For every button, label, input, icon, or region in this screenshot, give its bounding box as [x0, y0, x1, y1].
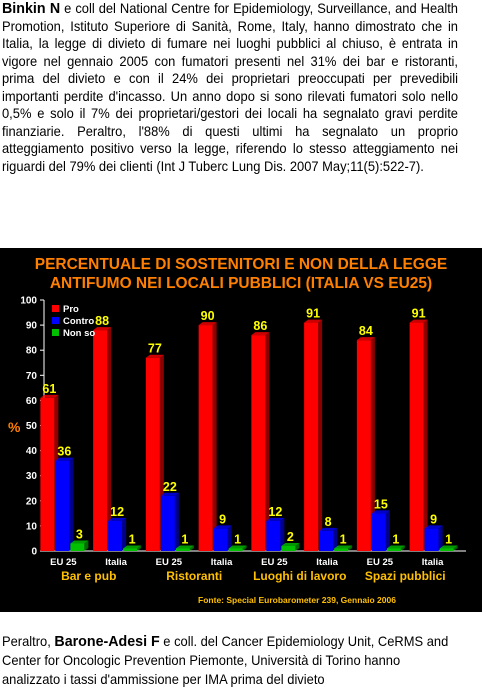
legend-swatch — [52, 305, 59, 312]
y-tick-label: 60 — [25, 395, 37, 407]
y-tick-label: 50 — [25, 421, 37, 432]
data-label: 3 — [75, 527, 83, 542]
bar-non-so — [387, 548, 401, 551]
y-tick-label: 0 — [31, 546, 37, 558]
data-label: 1 — [392, 532, 400, 547]
data-label: 15 — [373, 497, 388, 512]
bar-pro — [40, 398, 54, 551]
data-label: 1 — [339, 532, 347, 547]
bar-pro — [146, 358, 160, 551]
y-tick-label: 20 — [25, 496, 37, 508]
data-label: 77 — [147, 341, 162, 356]
bar-non-so — [123, 548, 137, 551]
chart-title: PERCENTUALE DI SOSTENITORI E NON DELLA LEGGE — [34, 256, 448, 273]
bar-contro — [108, 521, 122, 551]
chart-subtitle: ANTIFUMO NEI LOCALI PUBBLICI (ITALIA VS EU25) — [49, 275, 433, 292]
x-tick-label: Italia — [105, 557, 127, 568]
data-label: 84 — [358, 324, 373, 339]
group-label: Spazi pubblici — [364, 569, 446, 583]
y-tick-label: 80 — [25, 345, 37, 357]
data-label: 12 — [268, 504, 283, 519]
chart-source: Fonte: Special Eurobarometer 239, Gennaio 2006 — [198, 595, 396, 605]
bar-side — [122, 518, 126, 551]
plot-area — [20, 296, 466, 584]
data-label: 1 — [445, 532, 453, 547]
bar-side — [318, 320, 322, 551]
data-label: 61 — [42, 381, 57, 396]
y-tick-label: 10 — [25, 521, 37, 533]
y-tick-label: 70 — [25, 370, 37, 382]
group-label: Bar e pub — [61, 569, 117, 583]
group-label: Luoghi di lavoro — [253, 569, 347, 583]
x-tick-label: Italia — [421, 557, 444, 568]
bar-pro — [93, 330, 107, 551]
y-tick-label: 90 — [25, 320, 37, 332]
y-tick-label: 40 — [25, 446, 37, 458]
legend-swatch — [52, 329, 59, 336]
x-tick-label: EU 25 — [155, 557, 183, 568]
intro-paragraph — [2, 0, 458, 175]
bar-side — [424, 320, 428, 551]
bar-pro — [199, 325, 213, 551]
legend-label: Pro — [63, 304, 79, 315]
bar-contro — [372, 513, 386, 551]
x-tick-label: Italia — [316, 557, 338, 568]
intro-author: Binkin N — [2, 0, 61, 17]
bar-contro — [214, 528, 228, 551]
data-label: 12 — [110, 504, 125, 519]
data-label: 1 — [234, 532, 242, 547]
x-tick-label: EU 25 — [261, 557, 288, 568]
data-label: 9 — [430, 512, 438, 527]
bar-pro — [251, 335, 265, 551]
data-label: 90 — [200, 309, 215, 324]
y-tick-label: 100 — [20, 295, 37, 307]
bar-contro — [161, 496, 175, 551]
bar-pro — [410, 323, 424, 551]
x-tick-label: Italia — [210, 557, 233, 568]
support-chart — [0, 248, 482, 612]
bar-non-so — [281, 546, 295, 551]
outro-lead: Peraltro, — [2, 634, 55, 649]
bar-pro — [304, 323, 318, 551]
bar-side — [386, 510, 390, 551]
outro-text: e coll. del Cancer Epidemiology Unit, CeRMS and Center for Oncologic Prevention Piemonte, Università di Torino hanno analizzato i tassi d'ammissione per IMA prima del divieto — [2, 634, 449, 687]
bar-pro — [357, 340, 371, 551]
bar-non-so — [334, 548, 348, 551]
data-label: 86 — [253, 319, 268, 334]
bar-non-so — [176, 548, 190, 551]
chart-svg — [0, 248, 482, 612]
bar-non-so — [70, 543, 84, 551]
bar-side — [69, 458, 73, 551]
x-tick-label: EU 25 — [50, 557, 77, 568]
outro-author: Barone-Adesi F — [54, 633, 160, 650]
group-label: Ristoranti — [166, 569, 223, 583]
legend-swatch — [52, 317, 59, 324]
data-label: 36 — [57, 444, 72, 459]
bar-non-so — [440, 548, 454, 551]
data-label: 88 — [95, 314, 110, 329]
legend-label: Non so — [63, 328, 96, 339]
bar-non-so — [229, 548, 243, 551]
data-label: 1 — [128, 532, 136, 547]
outro-paragraph — [2, 632, 458, 689]
data-label: 9 — [219, 512, 227, 527]
bar-contro — [319, 531, 333, 551]
data-label: 22 — [162, 479, 177, 494]
data-label: 91 — [306, 306, 321, 321]
data-label: 1 — [181, 532, 189, 547]
bar-side — [175, 493, 179, 551]
data-label: 2 — [286, 529, 294, 544]
bar-contro — [55, 461, 69, 551]
y-axis-label: % — [8, 419, 21, 435]
bar-contro — [425, 528, 439, 551]
data-label: 91 — [411, 306, 426, 321]
bar-side — [213, 322, 217, 551]
legend-label: Contro — [63, 316, 95, 327]
bar-contro — [266, 521, 280, 551]
data-label: 8 — [324, 514, 332, 529]
intro-text: e coll del National Centre for Epidemiology, Surveillance, and Health Promotion, Istituto Superiore di Sanità, Rome, Italy, hanno dimostrato che in Italia, la legge di divieto di fumare nei luoghi pubblici al chiuso, è entrata in vigore nel gennaio 2005 con fumatori presenti nel 31% dei bar e ristoranti, prima del divieto e con il 24% dei proprietari preoccupati per prevedibili importanti perdite d'incasso. Un anno dopo si sono rilevati fumatori solo nello 0,5% e solo il 7% dei proprietari/gestori dei locali ha segnalato gravi perdite finanziarie. Peraltro, l'88% di questi ultimi ha segnalato un proprio atteggiamento positivo verso la legge, riferendo lo stesso atteggiamento nei riguardi del 79% dei clienti (Int J Tuberc Lung Dis. 2007 May;11(5):522-7). — [2, 1, 458, 174]
x-tick-label: EU 25 — [366, 557, 394, 568]
y-tick-label: 30 — [25, 471, 37, 483]
